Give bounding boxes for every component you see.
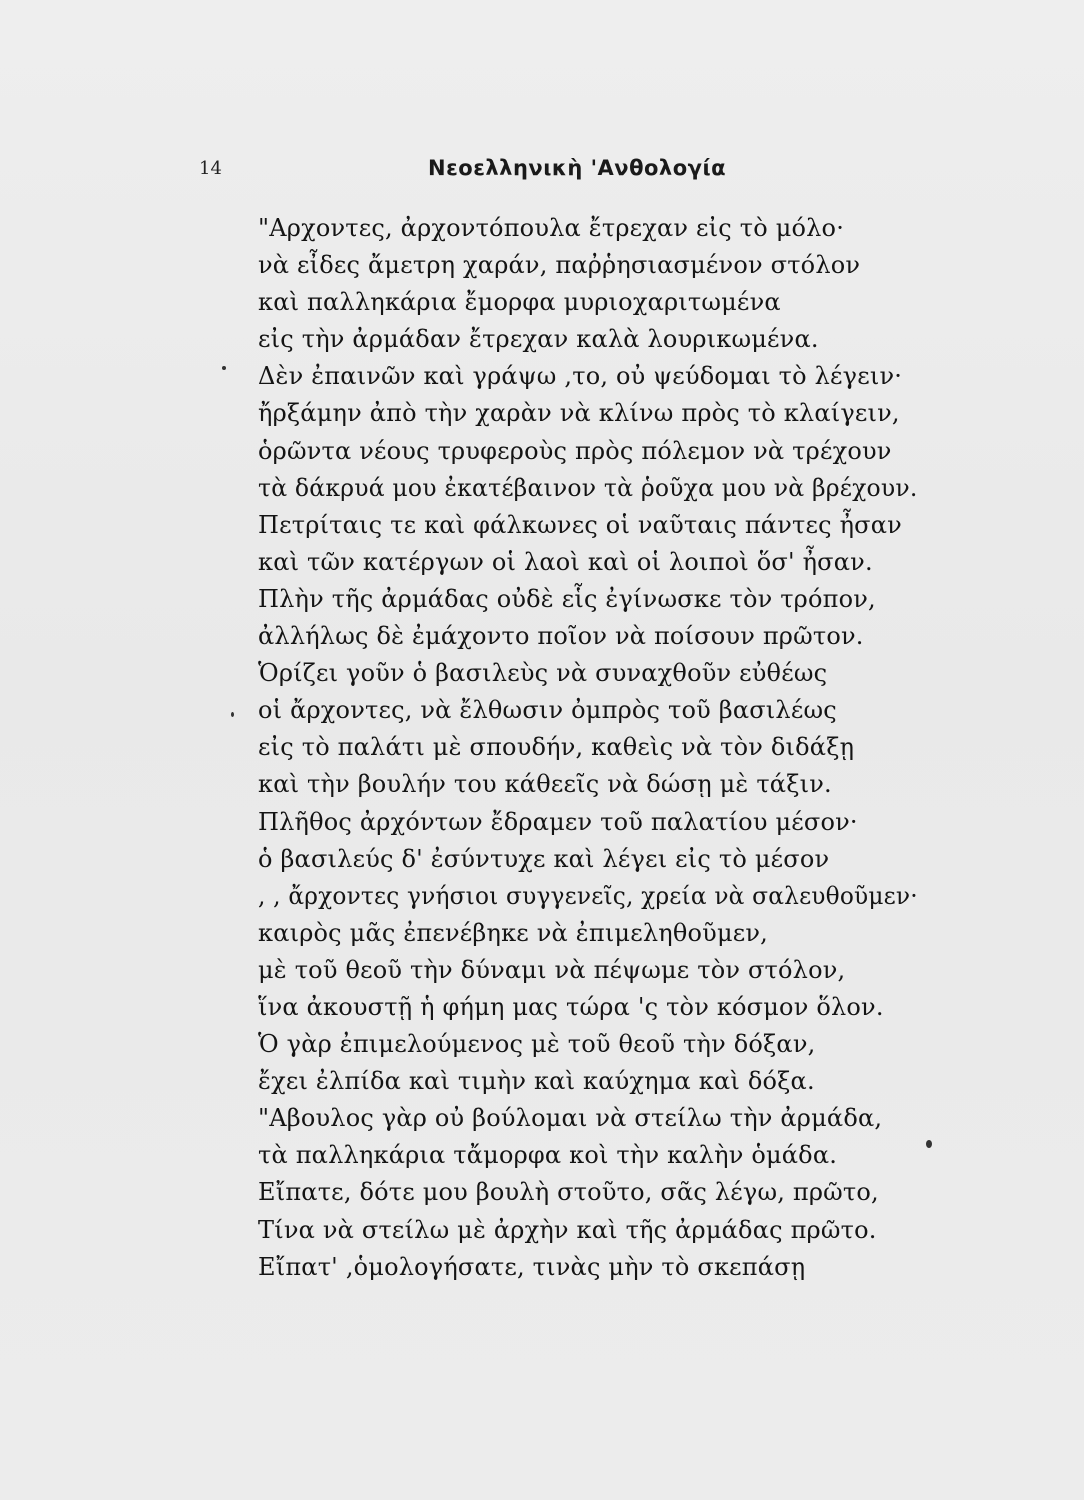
poem-line: Εἴπατε, δότε μου βουλὴ στοῦτο, σᾶς λέγω, πρῶτο, [258, 1178, 879, 1207]
poem-line: εἰς τὸ παλάτι μὲ σπουδήν, καθεὶς νὰ τὸν διδάξῃ [258, 733, 855, 762]
poem-line: τὰ παλληκάρια τἄμορφα κοὶ τὴν καλὴν ὁμάδα. [258, 1141, 838, 1170]
poem-line: ὁρῶντα νέους τρυφεροὺς πρὸς πόλεμον νὰ τρέχουν [258, 436, 892, 465]
poem-line: , , ἄρχοντες γνήσιοι συγγενεῖς, χρεία νὰ σαλευθοῦμεν· [258, 881, 918, 910]
poem-line: ὁ βασιλεύς δ' ἐσύντυχε καὶ λέγει εἰς τὸ μέσον [258, 844, 830, 873]
poem-line: εἰς τὴν ἀρμάδαν ἔτρεχαν καλὰ λουρικωμένα. [258, 325, 819, 354]
poem-line: ἵνα ἀκουστῇ ἡ φήμη μας τώρα 'ς τὸν κόσμον ὅλον. [258, 992, 884, 1021]
poem-line: ἤρξάμην ἀπὸ τὴν χαρὰν νὰ κλίνω πρὸς τὸ κλαίγειν, [258, 399, 900, 428]
poem-line: "Αρχοντες, ἀρχοντόπουλα ἔτρεχαν εἰς τὸ μόλο· [258, 214, 845, 242]
page-header [0, 158, 1084, 188]
poem-line: Πλῆθος ἀρχόντων ἔδραμεν τοῦ παλατίου μέσον· [258, 807, 858, 836]
page-number: 14 [199, 158, 222, 179]
poem-text [258, 210, 918, 1286]
poem-line: ἔχει ἐλπίδα καὶ τιμὴν καὶ καύχημα καὶ δόξα. [258, 1067, 815, 1096]
poem-line: "Αβουλος γὰρ οὐ βούλομαι νὰ στείλω τὴν ἀρμάδα, [258, 1104, 883, 1133]
print-speck [926, 1140, 932, 1148]
poem-line: Ὁρίζει γοῦν ὁ βασιλεὺς νὰ συναχθοῦν εὐθέως [258, 659, 828, 688]
running-title: Νεοελληνικὴ 'Ανθολογία [428, 156, 727, 180]
poem-line: Ὁ γὰρ ἐπιμελούμενος μὲ τοῦ θεοῦ τὴν δόξαν, [258, 1030, 816, 1059]
poem-line: ἀλλήλως δὲ ἐμάχοντο ποῖον νὰ ποίσουν πρῶτον. [258, 622, 864, 651]
poem-line: καιρὸς μᾶς ἐπενέβηκε νὰ ἐπιμεληθοῦμεν, [258, 918, 768, 947]
print-speck [222, 366, 226, 370]
poem-line: Δὲν ἐπαινῶν καὶ γράψω ,το, οὐ ψεύδομαι τὸ λέγειν· [258, 362, 903, 391]
poem-line: μὲ τοῦ θεοῦ τὴν δύναμι νὰ πέψωμε τὸν στόλον, [258, 955, 846, 984]
poem-line: νὰ εἶδες ἄμετρη χαράν, παῤῥησιασμένον στόλον [258, 251, 861, 280]
poem-line: Πετρίταις τε καὶ φάλκωνες οἱ ναῦταις πάντες ἦσαν [258, 510, 902, 539]
poem-line: Εἴπατ' ,ὁμολογήσατε, τινὰς μὴν τὸ σκεπάσῃ [258, 1252, 806, 1281]
poem-line: καὶ τῶν κατέργων οἱ λαοὶ καὶ οἱ λοιποὶ ὅσ' ἦσαν. [258, 547, 873, 576]
print-speck [231, 712, 234, 717]
poem-line: Πλὴν τῆς ἀρμάδας οὐδὲ εἷς ἐγίνωσκε τὸν τρόπον, [258, 584, 876, 613]
poem-line: καὶ παλληκάρια ἔμορφα μυριοχαριτωμένα [258, 288, 781, 317]
poem-line: οἱ ἄρχοντες, νὰ ἔλθωσιν ὀμπρὸς τοῦ βασιλέως [258, 696, 837, 725]
poem-line: Τίνα νὰ στείλω μὲ ἀρχὴν καὶ τῆς ἀρμάδας πρῶτο. [258, 1215, 877, 1244]
poem-line: τὰ δάκρυά μου ἐκατέβαινον τὰ ῥοῦχα μου νὰ βρέχουν. [258, 473, 918, 502]
poem-line: καὶ τὴν βουλήν του κάθεεῖς νὰ δώσῃ μὲ τάξιν. [258, 770, 832, 799]
